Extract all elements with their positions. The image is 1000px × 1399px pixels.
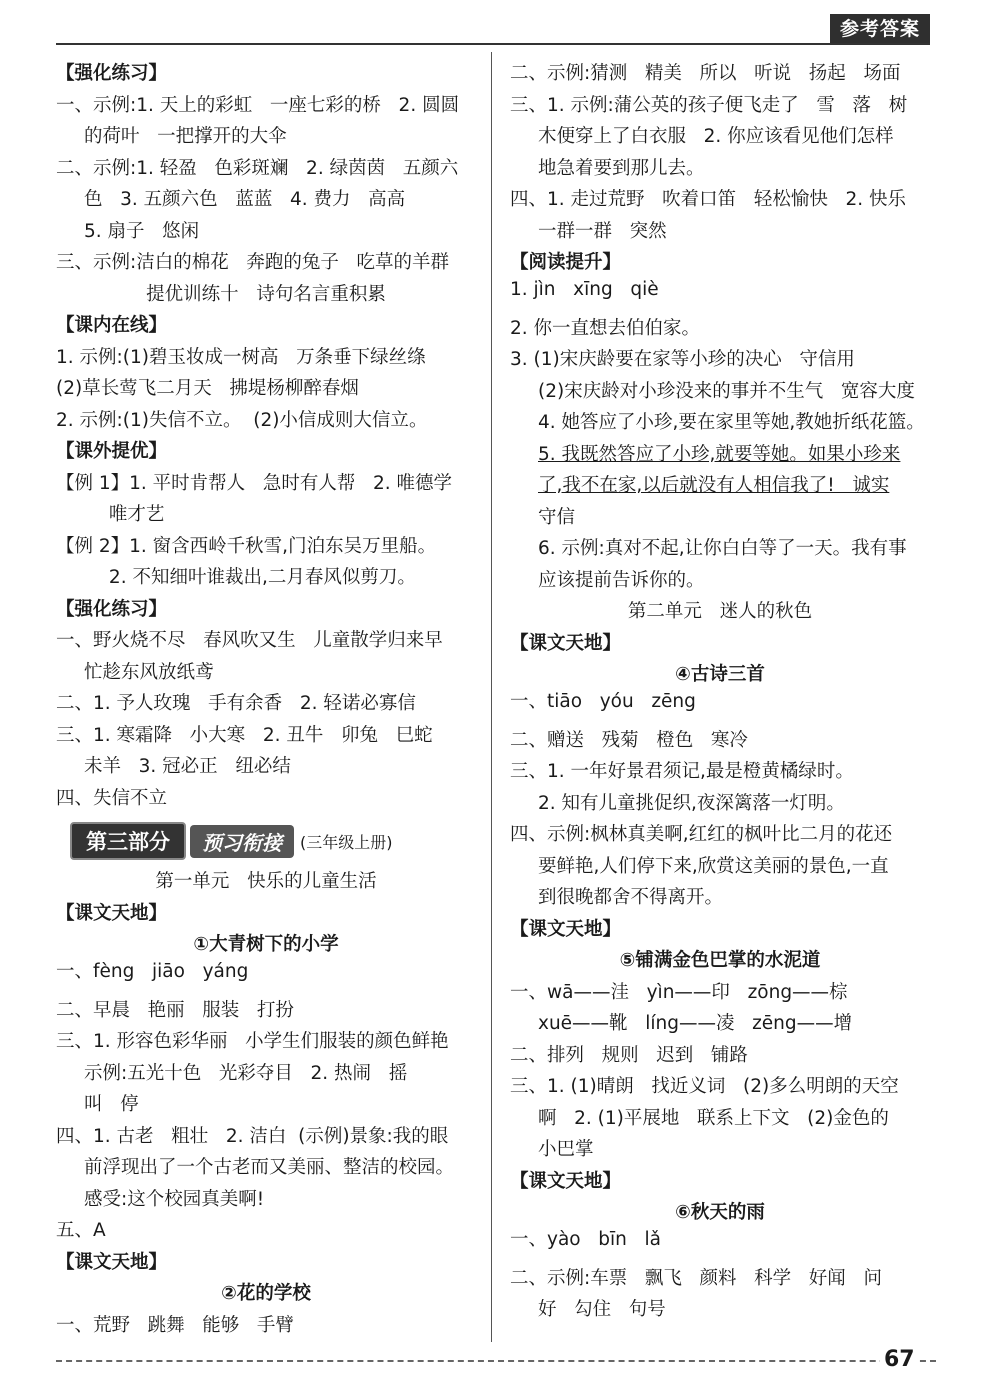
answer-line: 3. (1)宋庆龄要在家等小珍的决心 守信用 xyxy=(510,349,855,370)
answer-line: 五、A xyxy=(56,1220,106,1241)
lesson-title: ⑤铺满金色巴掌的水泥道 xyxy=(619,950,821,971)
section-heading: 【课文天地】 xyxy=(510,632,622,654)
pinyin-line: 1. jìn xīng qiè xyxy=(510,278,659,300)
answer-line: 2. 不知细叶谁裁出,二月春风似剪刀。 xyxy=(56,567,416,588)
answer-line: 忙趁东风放纸鸢 xyxy=(84,661,214,683)
section-heading: 【阅读提升】 xyxy=(510,252,622,273)
answer-line: 示例:五光十色 光彩夺目 2. 热闹 摇 xyxy=(84,1062,408,1084)
answer-line: 的荷叶 一把撑开的大伞 xyxy=(84,126,287,147)
answer-line: 前浮现出了一个古老而又美丽、整洁的校园。 xyxy=(84,1157,455,1178)
answer-line: 【例 2】1. 窗含西岭千秋雪,门泊东吴万里船。 xyxy=(56,535,437,557)
top-rule xyxy=(56,43,930,45)
lesson-title: ⑥秋天的雨 xyxy=(675,1202,765,1223)
answer-line: 守信 xyxy=(538,506,576,528)
answer-line: 【例 1】1. 平时肯帮人 急时有人帮 2. 唯德学 xyxy=(56,472,452,494)
answer-line: 要鲜艳,人们停下来,欣赏这美丽的景色,一直 xyxy=(538,855,889,877)
answer-line: 4. 她答应了小珍,要在家里等她,教她折纸花篮。 xyxy=(538,412,925,433)
answer-line: 二、示例:车票 飘飞 颜料 科学 好闻 问 xyxy=(510,1267,882,1289)
answer-line: xuē——靴 líng——凌 zēng——增 xyxy=(538,1013,853,1034)
answer-line: 三、1. 一年好景君须记,最是橙黄橘绿时。 xyxy=(510,761,854,782)
section-heading: 【课文天地】 xyxy=(510,1170,622,1192)
answer-line: 一群一群 突然 xyxy=(538,220,667,242)
answer-line: 四、失信不立 xyxy=(56,787,168,809)
answer-line: 四、1. 古老 粗壮 2. 洁白 (示例)景象:我的眼 xyxy=(56,1125,449,1147)
section-heading: 【课文天地】 xyxy=(510,918,622,940)
answer-line: 叫 停 xyxy=(84,1094,139,1115)
answer-line: 了,我不在家,以后就没有人相信我了! 诚实 xyxy=(538,475,890,496)
answer-line: 一、示例:1. 天上的彩虹 一座七彩的桥 2. 圆圆 xyxy=(56,94,460,116)
pinyin-line: 一、fèng jiāo yáng xyxy=(56,960,249,982)
answer-line: 好 勾住 句号 xyxy=(538,1299,666,1320)
answer-line: 未羊 3. 冠必正 纽必结 xyxy=(84,756,291,777)
lesson-title: ②花的学校 xyxy=(221,1283,311,1304)
answer-line: 三、1. 寒霜降 小大寒 2. 丑牛 卯兔 巳蛇 xyxy=(56,724,433,746)
section-banner-part: 第三部分 xyxy=(70,822,186,860)
page-number: 67 xyxy=(880,1347,919,1372)
answer-line: 地急着要到那儿去。 xyxy=(538,157,705,179)
section-banner-part: (三年级上册) xyxy=(300,832,393,852)
lesson-title: 第二单元 迷人的秋色 xyxy=(627,601,813,622)
answer-line: 唯才艺 xyxy=(56,504,165,525)
bottom-rule xyxy=(56,1360,936,1362)
section-heading: 【课文天地】 xyxy=(56,902,168,924)
section-heading: 【课外提优】 xyxy=(56,441,168,462)
answer-line: 啊 2. (1)平展地 联系上下文 (2)金色的 xyxy=(538,1107,889,1129)
answer-line: 三、1. (1)晴朗 找近义词 (2)多么明朗的天空 xyxy=(510,1076,899,1097)
lesson-title: ④古诗三首 xyxy=(675,664,765,685)
answer-line: 三、示例:洁白的棉花 奔跑的兔子 吃草的羊群 xyxy=(56,252,450,273)
column-divider xyxy=(491,52,492,1342)
answer-line: (2)宋庆龄对小珍没来的事并不生气 宽容大度 xyxy=(538,380,915,402)
section-heading: 【强化练习】 xyxy=(56,598,168,620)
answer-line: 二、示例:猜测 精美 所以 听说 扬起 场面 xyxy=(510,63,901,84)
answer-line: 二、排列 规则 迟到 铺路 xyxy=(510,1044,748,1066)
answer-line: 2. 示例:(1)失信不立。 (2)小信成则大信立。 xyxy=(56,409,428,431)
answer-line: 三、1. 示例:蒲公英的孩子便飞走了 雪 落 树 xyxy=(510,94,908,116)
answer-line: 四、1. 走过荒野 吹着口笛 轻松愉快 2. 快乐 xyxy=(510,189,906,210)
answer-line: 二、示例:1. 轻盈 色彩斑斓 2. 绿茵茵 五颜六 xyxy=(56,157,459,179)
answer-line: 三、1. 形容色彩华丽 小学生们服装的颜色鲜艳 xyxy=(56,1031,449,1052)
section-banner xyxy=(70,824,476,858)
answer-line: 色 3. 五颜六色 蓝蓝 4. 费力 高高 xyxy=(84,189,406,210)
section-banner-part: 预习衔接 xyxy=(190,825,294,858)
section-heading: 【课内在线】 xyxy=(56,315,168,336)
section-heading: 【课文天地】 xyxy=(56,1251,168,1273)
answer-line: 一、wā——洼 yìn——印 zōng——棕 xyxy=(510,981,848,1003)
answer-line: 二、早晨 艳丽 服装 打扮 xyxy=(56,999,294,1021)
answer-line: 2. 知有儿童挑促织,夜深篱落一灯明。 xyxy=(538,792,845,814)
lesson-title: ①大青树下的小学 xyxy=(193,934,339,955)
lesson-title: 第一单元 快乐的儿童生活 xyxy=(155,871,377,892)
right-column xyxy=(510,58,930,1326)
answer-line: 到很晚都舍不得离开。 xyxy=(538,887,724,908)
answer-key-badge: 参考答案 xyxy=(830,14,930,44)
answer-line: 四、示例:枫林真美啊,红红的枫叶比二月的花还 xyxy=(510,824,893,845)
pinyin-line: 一、yào bīn lǎ xyxy=(510,1228,661,1250)
answer-line: (2)草长莺飞二月天 拂堤杨柳醉春烟 xyxy=(56,378,359,399)
answer-line: 感受:这个校园真美啊! xyxy=(84,1188,265,1210)
answer-line: 一、荒野 跳舞 能够 手臂 xyxy=(56,1314,294,1336)
answer-line: 小巴掌 xyxy=(538,1139,594,1160)
pinyin-line: 一、tiāo yóu zēng xyxy=(510,690,696,712)
answer-line: 5. 扇子 悠闲 xyxy=(84,220,200,242)
answer-line: 二、1. 予人玫瑰 手有余香 2. 轻诺必寡信 xyxy=(56,693,416,714)
left-column xyxy=(56,58,476,1341)
section-heading: 【强化练习】 xyxy=(56,63,168,84)
lesson-title: 提优训练十 诗句名言重积累 xyxy=(146,283,386,305)
answer-line: 6. 示例:真对不起,让你白白等了一天。我有事 xyxy=(538,538,907,559)
answer-line: 二、赠送 残菊 橙色 寒冷 xyxy=(510,729,748,751)
answer-line: 1. 示例:(1)碧玉妆成一树高 万条垂下绿丝绦 xyxy=(56,346,426,368)
answer-line: 应该提前告诉你的。 xyxy=(538,569,705,591)
answer-line: 2. 你一直想去伯伯家。 xyxy=(510,317,701,339)
answer-line: 一、野火烧不尽 春风吹又生 儿童散学归来早 xyxy=(56,630,443,651)
answer-line: 木便穿上了白衣服 2. 你应该看见他们怎样 xyxy=(538,126,894,147)
answer-line: 5. 我既然答应了小珍,就要等她。如果小珍来 xyxy=(538,443,901,465)
